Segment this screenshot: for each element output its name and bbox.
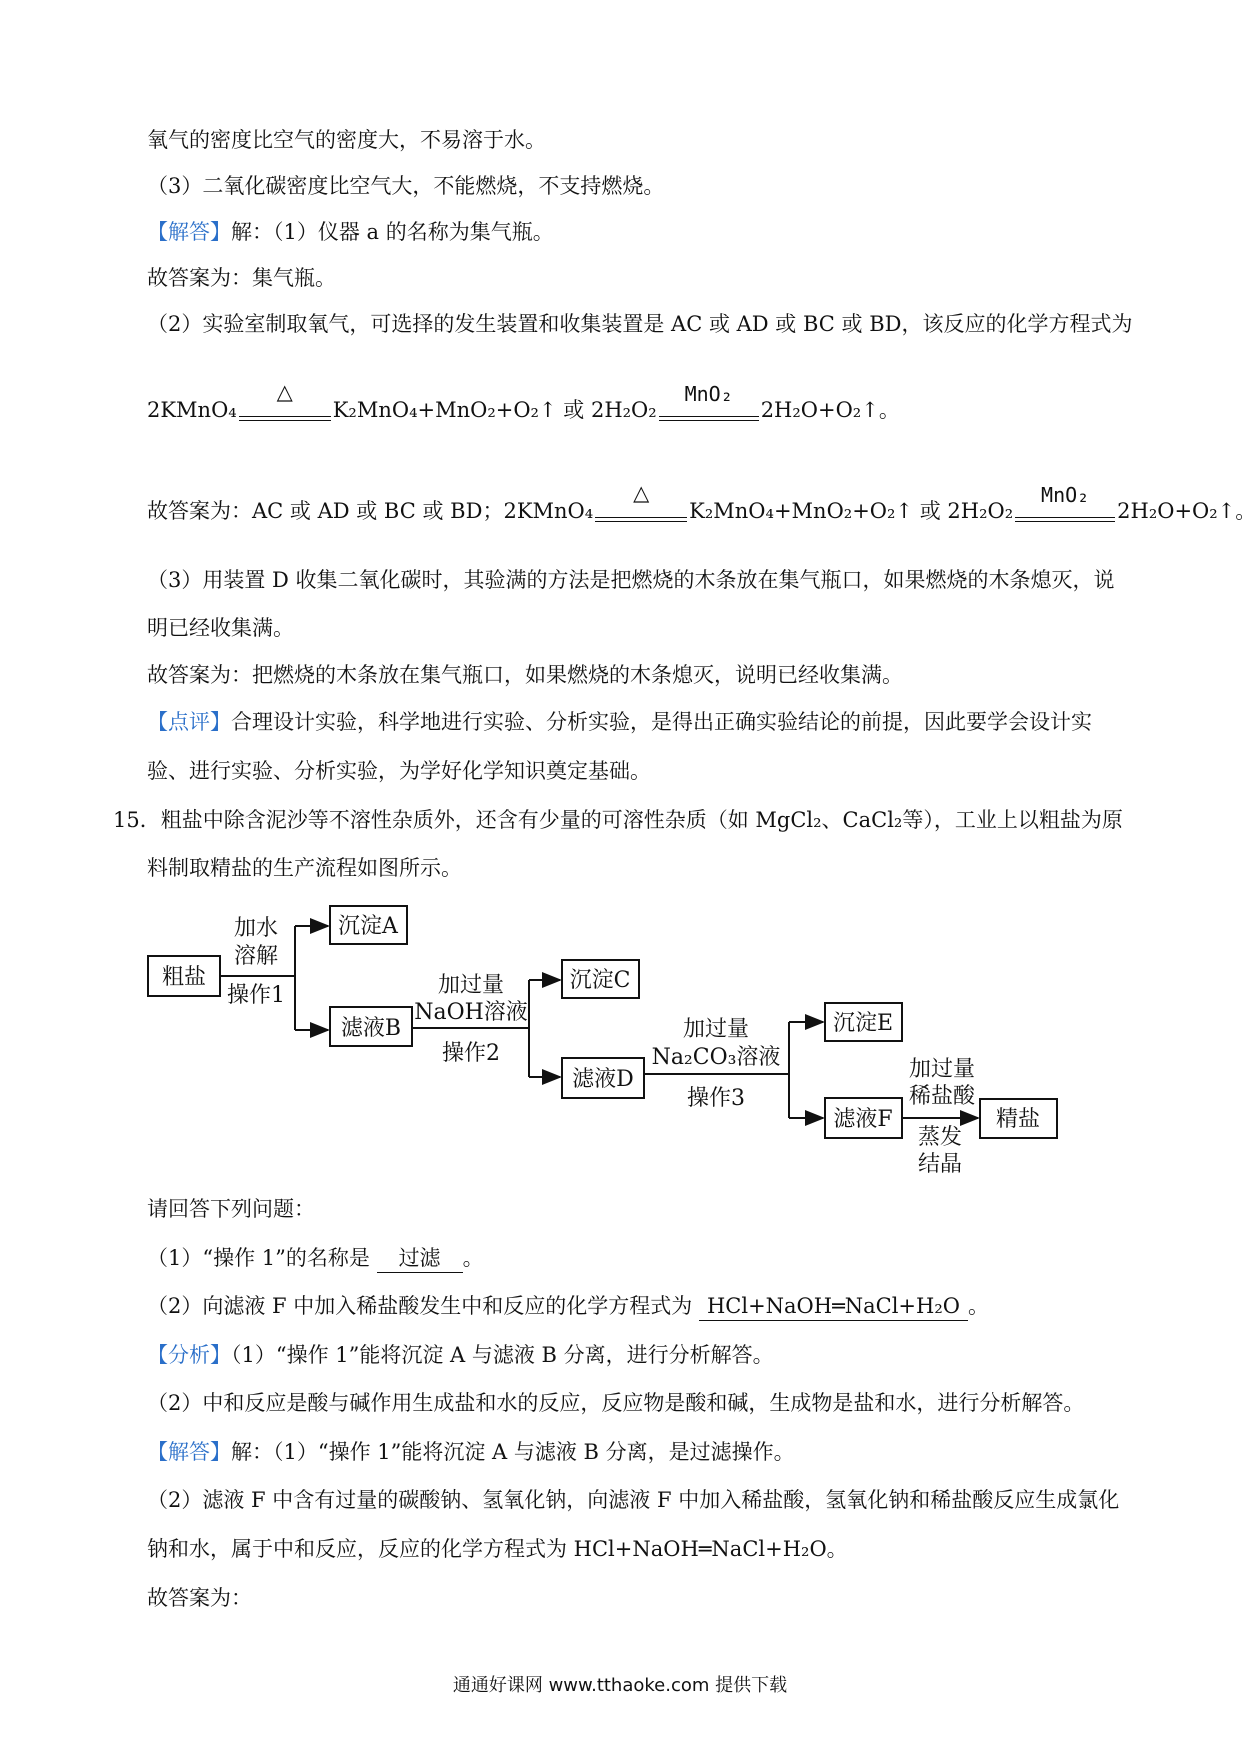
text: 解：（1）“操作 1”能将沉淀 A 与滤液 B 分离，是过滤操作。 [231, 1440, 795, 1464]
eq-product: K₂MnO₄+MnO₂+O₂↑ [689, 499, 914, 523]
text: （1）“操作 1”能将沉淀 A 与滤液 B 分离，进行分析解答。 [231, 1343, 774, 1367]
eq-end: 。 [1235, 499, 1256, 523]
text: 粗盐中除含泥沙等不溶性杂质外，还含有少量的可溶性杂质（如 MgCl₂、CaCl₂等），工业上以粗盐为原 [160, 808, 1123, 832]
text-line: 故答案为： [147, 1586, 252, 1610]
label-ppt-a: 沉淀A [338, 914, 398, 939]
text-line: （2）中和反应是酸与碱作用生成盐和水的反应，反应物是酸和碱，生成物是盐和水，进行分析解答。 [147, 1391, 1085, 1415]
step4-label: 加过量 [908, 1057, 976, 1082]
section-tag: 【解答】 [147, 1440, 231, 1464]
text: 。 [462, 1246, 484, 1270]
text: 合理设计实验，科学地进行实验、分析实验，是得出正确实验结论的前提，因此要学会设计实 [231, 710, 1092, 734]
text-line: （2）实验室制取氧气，可选择的发生装置和收集装置是 AC 或 AD 或 BC 或 BD，该反应的化学方程式为 [147, 312, 1133, 336]
text: 解：（1）仪器 a 的名称为集气瓶。 [231, 220, 554, 244]
question-number: 15． [113, 808, 161, 832]
step4-label: 稀盐酸 [908, 1084, 976, 1109]
section-tag: 【点评】 [147, 710, 231, 734]
label-filtrate-b: 滤液B [340, 1016, 402, 1041]
step4-op: 结晶 [917, 1152, 963, 1177]
answer-line [147, 1244, 484, 1273]
step1-label: 溶解 [233, 944, 279, 969]
text-line: 故答案为：集气瓶。 [147, 266, 336, 290]
answer-line [147, 1292, 989, 1321]
text: （2）向滤液 F 中加入稀盐酸发生中和反应的化学方程式为 [147, 1294, 693, 1318]
text-line: 故答案为：把燃烧的木条放在集气瓶口，如果燃烧的木条熄灭，说明已经收集满。 [147, 663, 903, 687]
text-line: （3）用装置 D 收集二氧化碳时，其验满的方法是把燃烧的木条放在集气瓶口，如果燃烧的木条熄灭，说 [147, 568, 1115, 592]
text-line: （3）二氧化碳密度比空气大，不能燃烧，不支持燃烧。 [147, 174, 665, 198]
eq-product: K₂MnO₄+MnO₂+O₂↑ [332, 398, 557, 422]
text: （1）“操作 1”的名称是 [147, 1246, 370, 1270]
eq-end: 。 [878, 398, 900, 422]
section-tag: 【解答】 [147, 220, 231, 244]
step3-op: 操作3 [687, 1086, 745, 1111]
step3-label: Na₂CO₃溶液 [651, 1045, 781, 1070]
step2-label: NaOH溶液 [414, 1000, 528, 1025]
eq-reactant: 2H₂O₂ [947, 499, 1014, 523]
text: 故答案为：AC 或 AD 或 BC 或 BD； [147, 499, 504, 523]
eq-catalyst: MnO₂ [1041, 483, 1090, 507]
label-ppt-e: 沉淀E [832, 1011, 894, 1036]
label-fine-salt: 精盐 [995, 1107, 1041, 1132]
text-line: 氧气的密度比空气的密度大，不易溶于水。 [147, 128, 546, 152]
text-line: 料制取精盐的生产流程如图所示。 [147, 856, 462, 880]
label-raw-salt: 粗盐 [161, 965, 207, 990]
step1-op: 操作1 [227, 983, 285, 1008]
eq-or: 或 [919, 499, 941, 523]
heat-icon: △ [276, 380, 293, 404]
text-line [147, 1341, 774, 1369]
text-line: 请回答下列问题： [147, 1197, 315, 1221]
step3-label: 加过量 [682, 1017, 750, 1042]
eq-reactant: 2KMnO₄ [147, 398, 237, 422]
eq-or: 或 [563, 398, 585, 422]
text: 。 [967, 1294, 989, 1318]
text-line: （2）滤液 F 中含有过量的碳酸钠、氢氧化钠，向滤液 F 中加入稀盐酸，氢氧化钠和稀盐酸反应生成氯化 [147, 1488, 1120, 1512]
page-footer: 通通好课网 www.tthaoke.com 提供下载 [452, 1675, 788, 1696]
step4-op: 蒸发 [917, 1125, 963, 1150]
answer-blank: 过滤 [377, 1244, 463, 1273]
label-ppt-c: 沉淀C [569, 968, 631, 993]
label-filtrate-f: 滤液F [833, 1107, 893, 1132]
eq-reactant: 2H₂O₂ [590, 398, 657, 422]
eq-product: 2H₂O+O₂↑ [760, 398, 879, 422]
eq-reactant: 2KMnO₄ [503, 499, 594, 523]
eq-product: 2H₂O+O₂↑ [1117, 499, 1236, 523]
answer-blank: HCl+NaOH═NaCl+H₂O [699, 1292, 968, 1321]
text-line: 钠和水，属于中和反应，反应的化学方程式为 HCl+NaOH═NaCl+H₂O。 [147, 1537, 848, 1561]
text-line [147, 1438, 795, 1466]
label-filtrate-d: 滤液D [572, 1067, 634, 1092]
step2-label: 加过量 [437, 973, 505, 998]
text-line: 明已经收集满。 [147, 616, 294, 640]
eq-catalyst: MnO₂ [684, 382, 733, 406]
step2-op: 操作2 [442, 1041, 500, 1066]
step1-label: 加水 [233, 916, 279, 941]
section-tag: 【分析】 [147, 1343, 231, 1367]
text-line: 验、进行实验、分析实验，为学好化学知识奠定基础。 [147, 759, 651, 783]
heat-icon: △ [633, 481, 650, 505]
